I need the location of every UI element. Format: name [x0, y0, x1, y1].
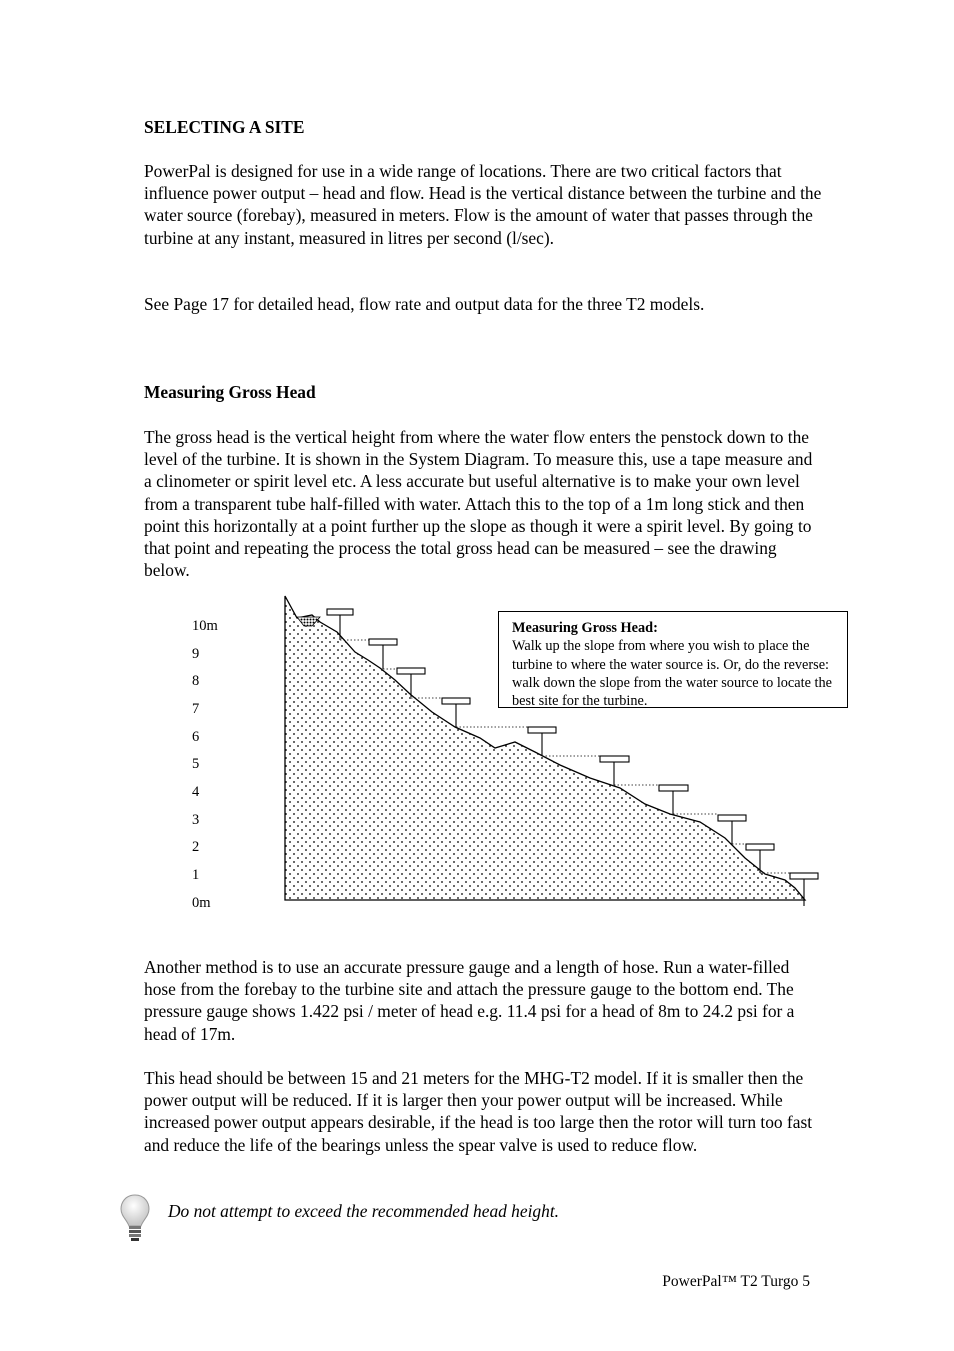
- scale-label: 10m: [192, 618, 218, 634]
- page-reference-paragraph: See Page 17 for detailed head, flow rate and output data for the three T2 models.: [144, 294, 705, 314]
- section-title: SELECTING A SITE: [144, 117, 305, 137]
- scale-label: 4: [192, 784, 200, 800]
- head-range-paragraph: This head should be between 15 and 21 meters for the MHG-T2 model. If it is smaller then the power output will be reduced. If it is larger then your power output will be increased. While increased power output appears desirable, if the head is too large then the rotor will turn too fast and reduce the life of the bearings unless the spear valve is used to reduce flow.: [144, 1068, 813, 1155]
- diagram-callout: [498, 611, 848, 708]
- tip-text: Do not attempt to exceed the recommended head height.: [168, 1201, 560, 1221]
- page-footer: PowerPal™ T2 Turgo 5: [662, 1273, 810, 1290]
- scale-label: 6: [192, 729, 200, 745]
- scale-label: 8: [192, 673, 200, 689]
- scale-label: 9: [192, 646, 200, 662]
- gross-head-paragraph: The gross head is the vertical height from where the water flow enters the penstock down to the level of the turbine. It is shown in the System Diagram. To measure this, use a tape measure and a clinometer or spirit level etc. A less accurate but useful alternative is to make your own level from a transparent tube half-filled with water. Attach this to the top of a 1m long stick and then point this horizontally at a point further up the slope as though it were a spirit level. By going to that point and repeating the process the total gross head can be measured – see the drawing below.: [144, 427, 813, 581]
- scale-label: 3: [192, 812, 200, 828]
- scale-label: 1: [192, 867, 200, 883]
- subsection-title: Measuring Gross Head: [144, 382, 316, 402]
- pressure-gauge-paragraph: Another method is to use an accurate pressure gauge and a length of hose. Run a water-filled hose from the forebay to the turbine site and attach the pressure gauge to the bottom end. The pressure gauge shows 1.422 psi / meter of head e.g. 11.4 psi for a head of 8m to 24.2 psi for a head of 17m.: [144, 957, 795, 1044]
- scale-label: 7: [192, 701, 200, 717]
- lightbulb-icon: [118, 1193, 152, 1245]
- callout-text: Walk up the slope from where you wish to place the turbine to where the water source is. Or, do the reverse: walk down the slope from the water source to locate the best site for the turbine.: [512, 638, 832, 710]
- callout-title: Measuring Gross Head:: [512, 620, 658, 636]
- scale-label: 0m: [192, 895, 211, 911]
- intro-paragraph: PowerPal is designed for use in a wide range of locations. There are two critical factors that influence power output – head and flow. Head is the vertical distance between the turbine and the water source (forebay), measured in meters. Flow is the amount of water that passes through the turbine at any instant, measured in litres per second (l/sec).: [144, 161, 822, 248]
- scale-label: 5: [192, 756, 200, 772]
- scale-label: 2: [192, 839, 200, 855]
